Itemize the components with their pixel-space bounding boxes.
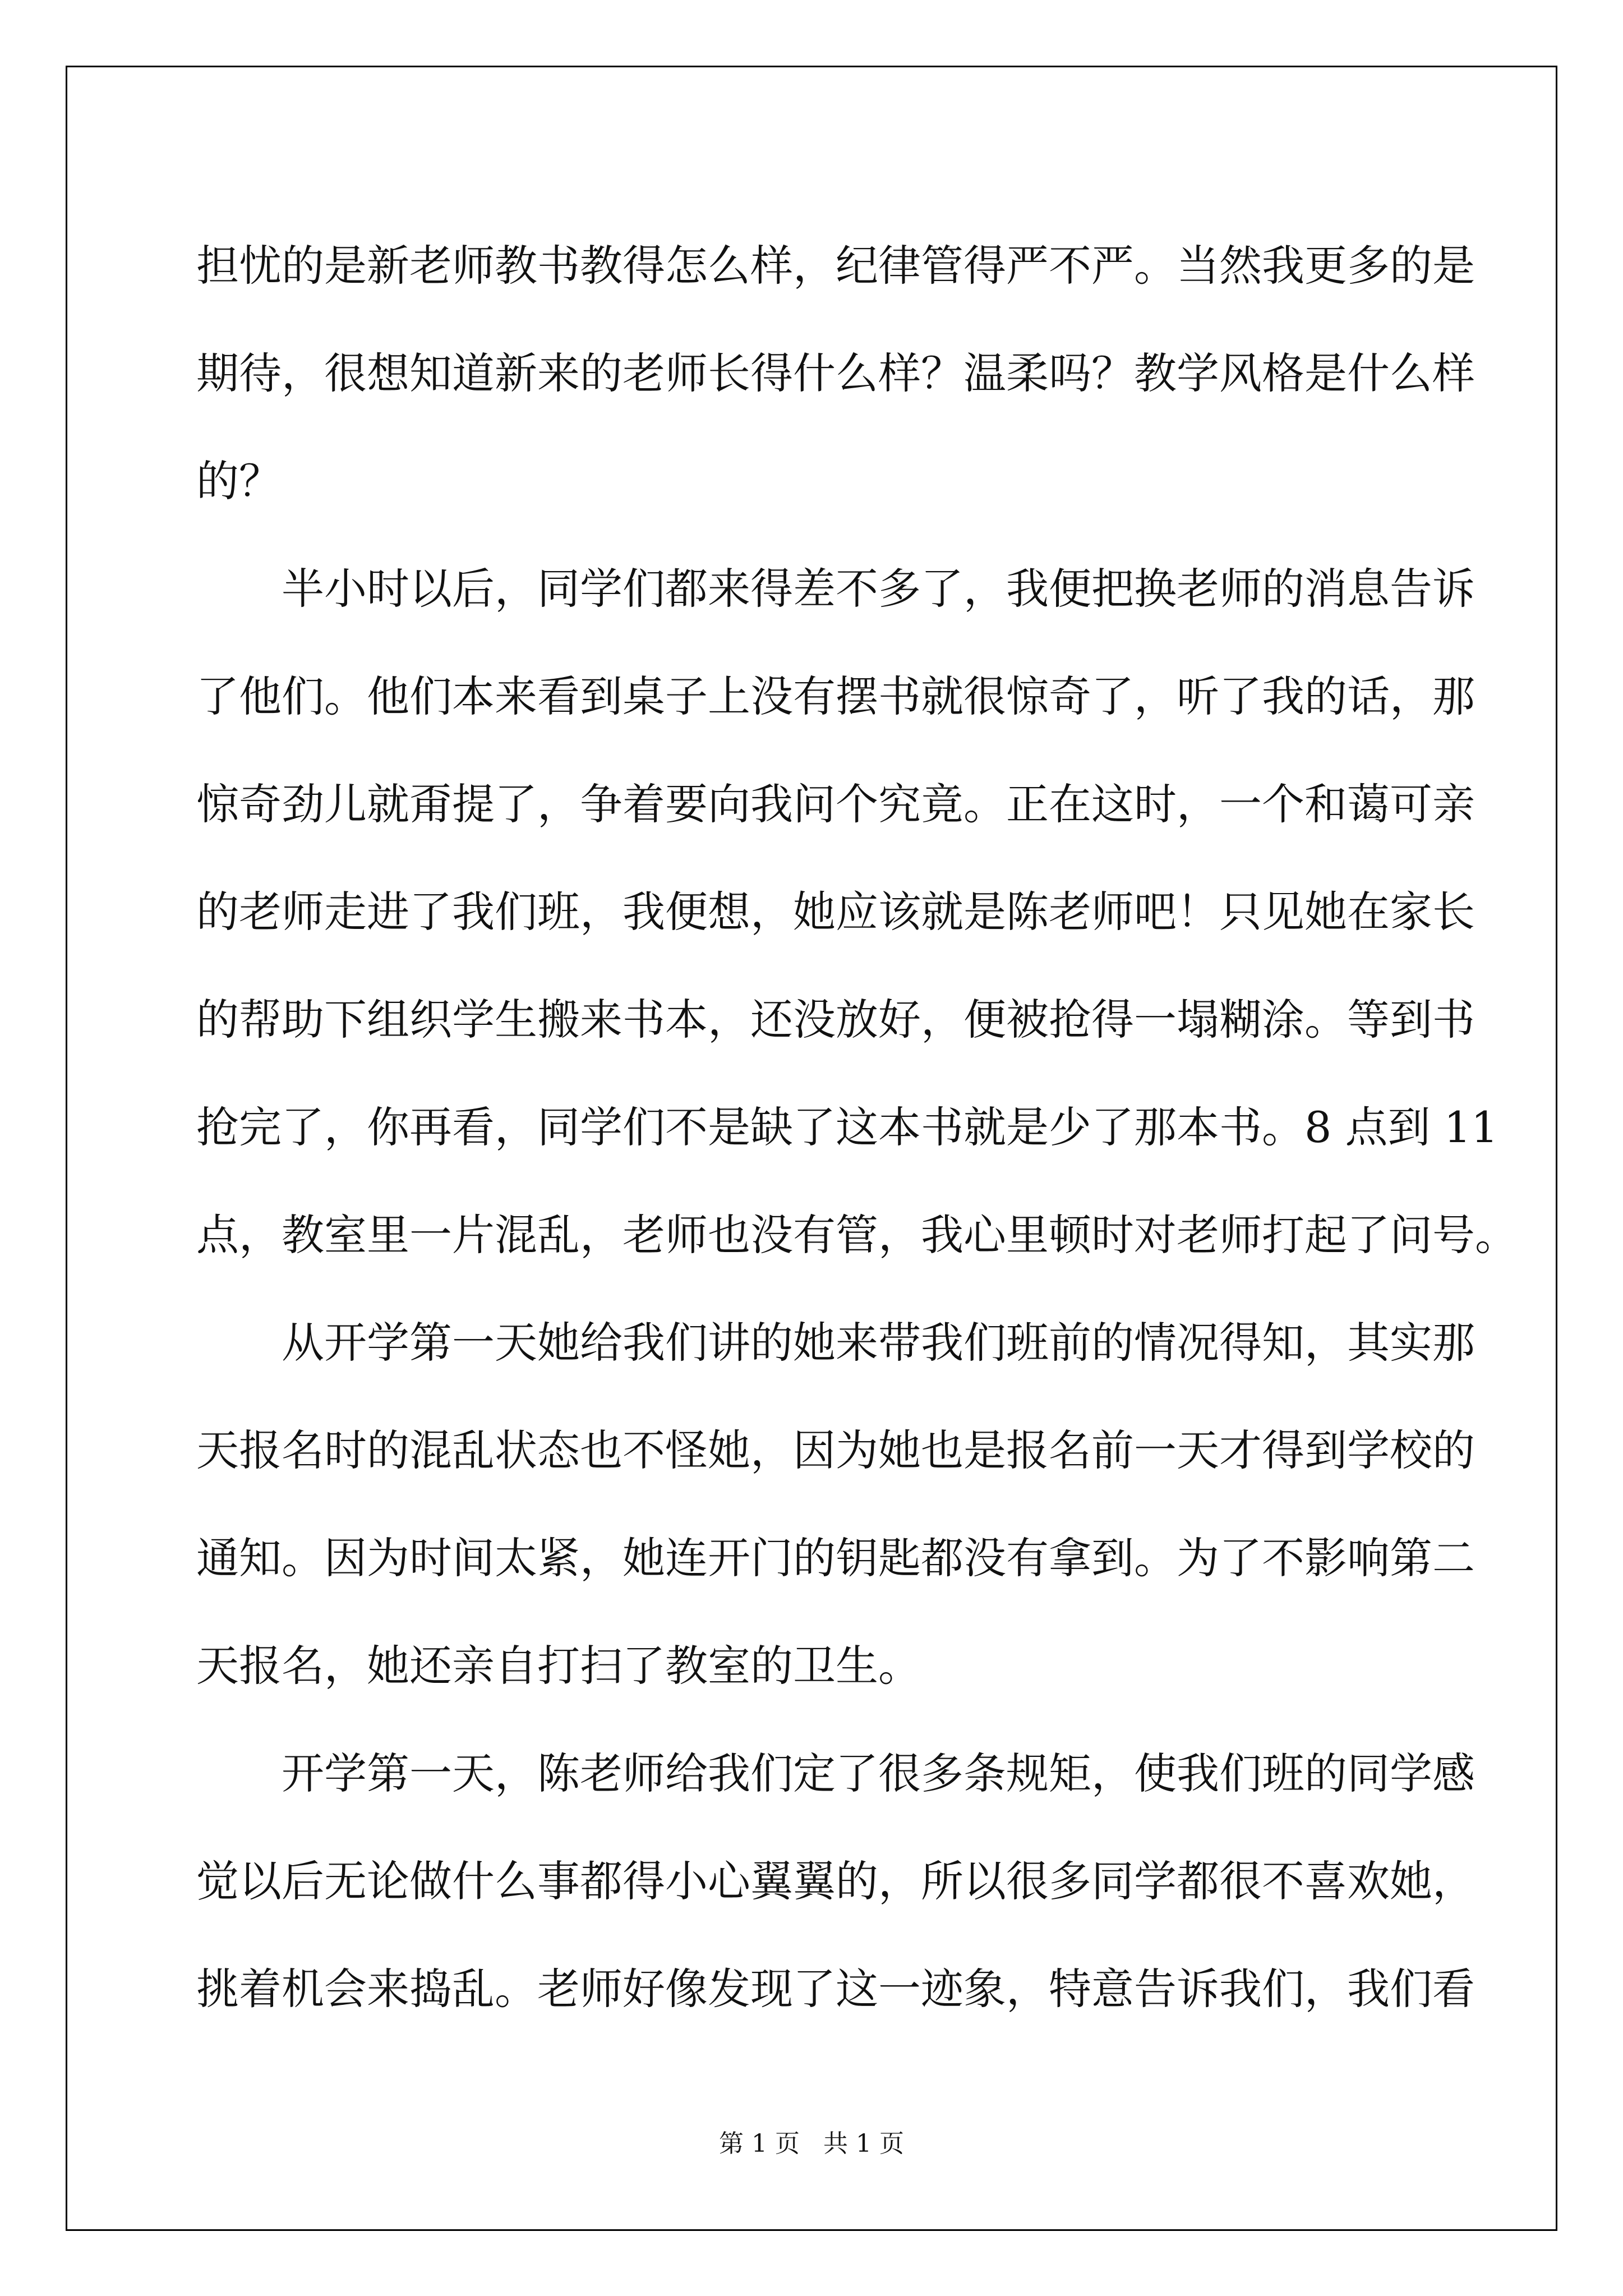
text-line: 半小时以后，同学们都来得差不多了，我便把换老师的消息告诉 (282, 564, 1475, 614)
text-line: 担忧的是新老师教书教得怎么样，纪律管得严不严。当然我更多的是 (196, 241, 1475, 291)
text-line: 抢完了，你再看，同学们不是缺了这本书就是少了那本书。8 点到 11 (196, 1102, 1498, 1152)
text-line: 了他们。他们本来看到桌子上没有摆书就很惊奇了，听了我的话，那 (196, 671, 1475, 721)
text-line: 惊奇劲儿就甭提了，争着要向我问个究竟。正在这时，一个和蔼可亲 (196, 779, 1475, 829)
document-body (196, 212, 1518, 2043)
text-line: 开学第一天，陈老师给我们定了很多条规矩，使我们班的同学感 (282, 1749, 1475, 1798)
text-line: 天报名时的混乱状态也不怪她，因为她也是报名前一天才得到学校的 (196, 1425, 1475, 1475)
page-footer (0, 2123, 1623, 2159)
text-line: 从开学第一天她给我们讲的她来带我们班前的情况得知，其实那 (282, 1318, 1475, 1368)
text-line: 通知。因为时间太紧，她连开门的钥匙都没有拿到。为了不影响第二 (196, 1533, 1475, 1583)
text-line: 觉以后无论做什么事都得小心翼翼的，所以很多同学都很不喜欢她， (196, 1856, 1475, 1906)
text-line: 期待，很想知道新来的老师长得什么样？温柔吗？教学风格是什么样 (196, 348, 1475, 398)
text-line: 的帮助下组织学生搬来书本，还没放好，便被抢得一塌糊涂。等到书 (196, 995, 1475, 1045)
text-line: 挑着机会来捣乱。老师好像发现了这一迹象，特意告诉我们，我们看 (196, 1964, 1475, 2014)
text-line: 天报名，她还亲自打扫了教室的卫生。 (196, 1641, 921, 1691)
text-line: 点，教室里一片混乱，老师也没有管，我心里顿时对老师打起了问号。 (196, 1210, 1518, 1260)
text-line: 的？ (196, 456, 282, 506)
page-total: 共 1 页 (823, 2129, 904, 2158)
text-line: 的老师走进了我们班，我便想，她应该就是陈老师吧！只见她在家长 (196, 887, 1475, 937)
page-number: 第 1 页 (719, 2129, 800, 2158)
